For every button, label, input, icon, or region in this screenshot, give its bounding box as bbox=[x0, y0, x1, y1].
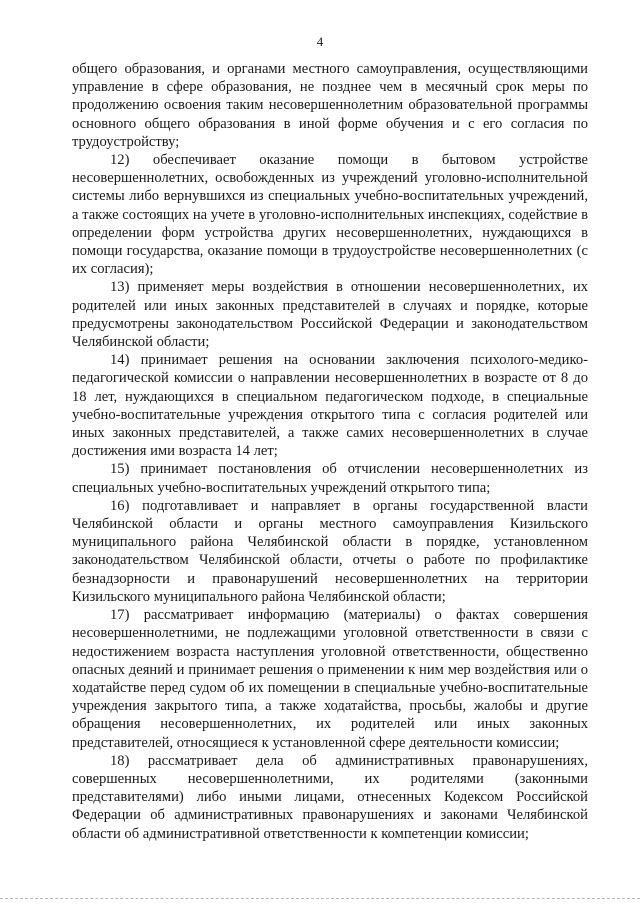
paragraph-item-15: 15) принимает постановления об отчислении несовершеннолетних из специальных учебно-воспитательных учреждений открытого типа; bbox=[72, 461, 588, 496]
paragraph-item-13: 13) применяет меры воздействия в отношении несовершеннолетних, их родителей или иных законных представителей в случаях и порядке, которые предусмотрены законодательством Российской Федерации и законодательством Челябинской области; bbox=[72, 279, 588, 351]
page-bottom-rule bbox=[0, 898, 640, 899]
paragraph-item-16: 16) подготавливает и направляет в органы государственной власти Челябинской области и органы местного самоуправления Кизильского муниципального района Челябинской области в порядке, установленном законодательством Челябинской области, отчеты о работе по профилактике безнадзорности и правонарушений несовершеннолетних на территории Кизильского муниципального района Челябинской области; bbox=[72, 497, 588, 605]
paragraph-item-14: 14) принимает решения на основании заключения психолого-медико-педагогической комиссии о направлении несовершеннолетних в возрасте от 8 до 18 лет, нуждающихся в специальном педагогическом подходе, в специальные учебно-воспитательные учреждения открытого типа с согласия родителей или иных законных представителей, а также самих несовершеннолетних в случае достижения ими возраста 14 лет; bbox=[72, 352, 588, 460]
paragraph-item-12: 12) обеспечивает оказание помощи в бытовом устройстве несовершеннолетних, освобожденных из учреждений уголовно-исполнительной системы либо вернувшихся из специальных учебно-воспитательных учреждений, а также состоящих на учете в уголовно-исполнительных инспекциях, содействие в определении форм устройства других несовершеннолетних, нуждающихся в помощи государства, оказание помощи в трудоустройстве несовершеннолетних (с их согласия); bbox=[72, 152, 588, 278]
paragraph-continuation: общего образования, и органами местного самоуправления, осуществляющими управление в сфере образования, не позднее чем в месячный срок меры по продолжению освоения таким несовершеннолетним образовательной программы основного общего образования в иной форме обучения и с его согласия по трудоустройству; bbox=[72, 61, 588, 150]
page-number: 4 bbox=[316, 34, 324, 49]
paragraph-item-18: 18) рассматривает дела об административных правонарушениях, совершенных несовершеннолетними, их родителями (законными представителями) либо иными лицами, отнесенных Кодексом Российской Федерации об административных правонарушениях и законами Челябинской области об административной ответственности к компетенции комиссии; bbox=[72, 752, 588, 842]
paragraph-item-17: 17) рассматривает информацию (материалы) о фактах совершения несовершеннолетними, не подлежащими уголовной ответственности в связи с недостижением возраста наступления уголовной ответственности, общественно опасных деяний и принимает решения о применении к ним мер воздействия или о ходатайстве перед судом об их помещении в специальные учебно-воспитательные учреждения закрытого типа, а также ходатайства, просьбы, жалобы и другие обращения несовершеннолетних, их родителей или иных законных представителей, относящиеся к установленной сфере деятельности комиссии; bbox=[72, 607, 588, 751]
document-body bbox=[72, 60, 588, 843]
